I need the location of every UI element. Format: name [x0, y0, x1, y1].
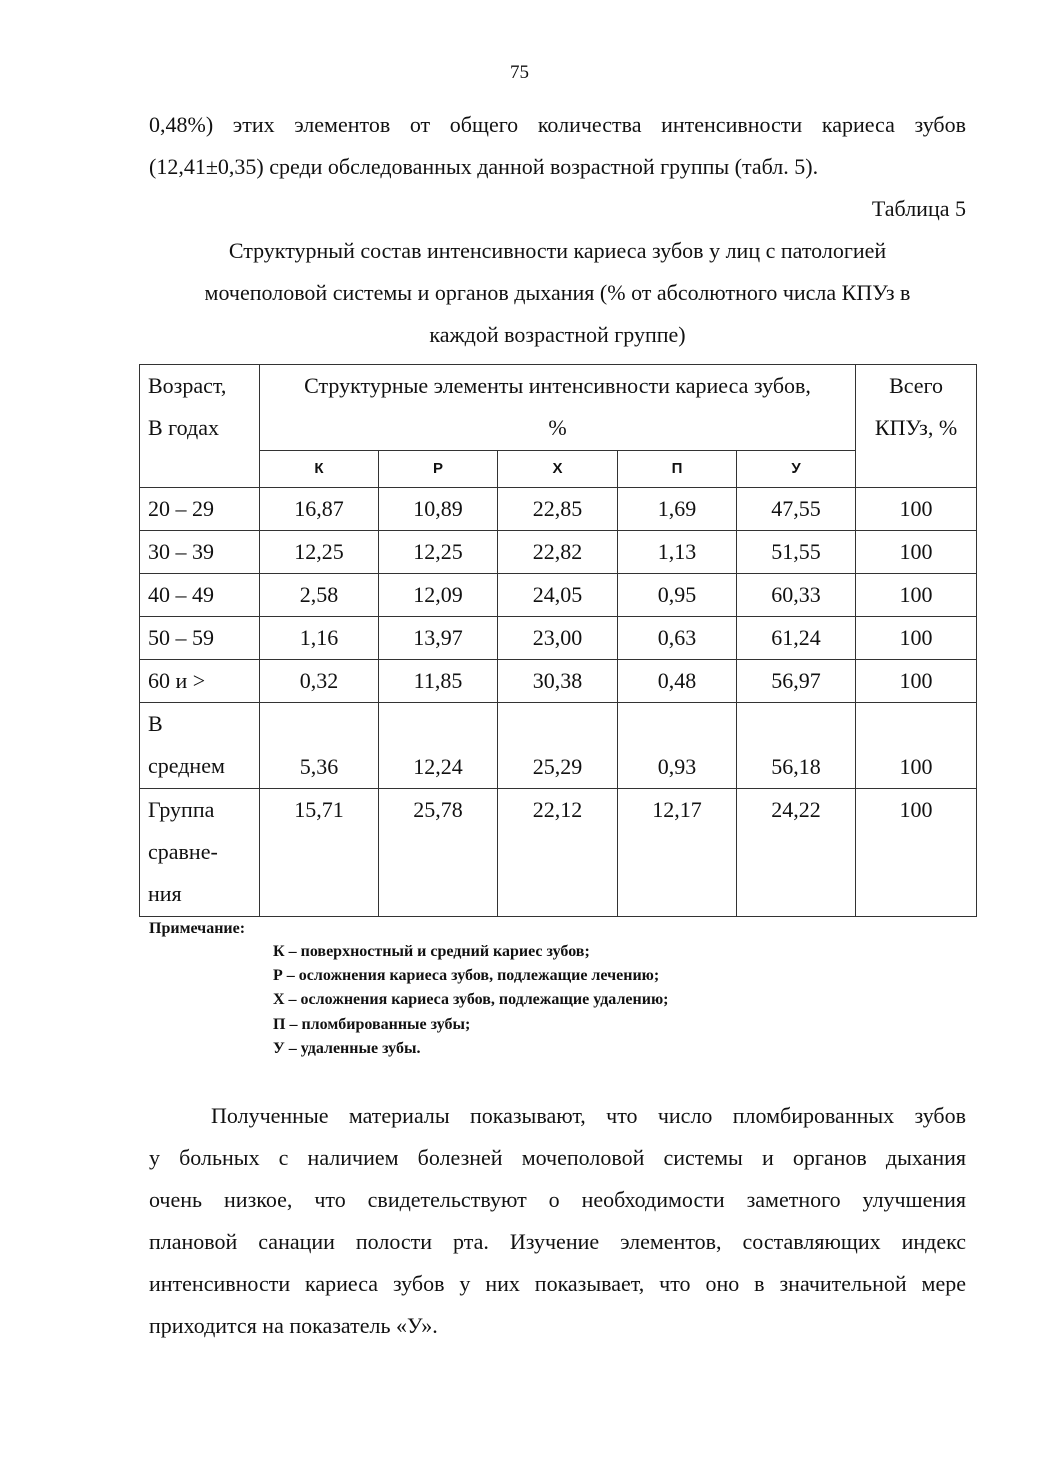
subheader-p: П	[618, 451, 737, 488]
value-cell: 25,78	[379, 789, 498, 917]
value-cell: 24,22	[737, 789, 856, 917]
elements-header-line-1: Структурные элементы интенсивности кариеса зубов,	[304, 373, 811, 398]
conclusion-line-5: интенсивности кариеса зубов у них показывает, что оно в значительной мере	[149, 1271, 966, 1296]
value-cell: 16,87	[260, 488, 379, 531]
table-header-row	[140, 365, 977, 451]
conclusion-line-3: очень низкое, что свидетельствуют о необходимости заметного улучшения	[149, 1187, 966, 1212]
conclusion-line-6: приходится на показатель «У».	[149, 1313, 438, 1338]
value-cell: 22,82	[498, 531, 618, 574]
subheader-kh: Х	[498, 451, 618, 488]
total-header-line-1: Всего	[889, 373, 944, 398]
value-cell: 47,55	[737, 488, 856, 531]
caries-structure-table	[139, 364, 977, 917]
age-header	[140, 365, 260, 488]
table-row	[140, 660, 977, 703]
age-cell: 40 – 49	[140, 574, 260, 617]
value-cell: 1,16	[260, 617, 379, 660]
age-header-line-2: В годах	[148, 415, 219, 440]
note-line-p: П – пломбированные зубы;	[273, 1016, 471, 1033]
value-cell: 0,63	[618, 617, 737, 660]
table-row-average	[140, 703, 977, 789]
value-cell: 61,24	[737, 617, 856, 660]
page-number: 75	[510, 62, 529, 83]
value-cell: 25,29	[498, 703, 618, 789]
value-cell: 12,17	[618, 789, 737, 917]
subheader-u: У	[737, 451, 856, 488]
elements-header	[260, 365, 856, 451]
table-subheader-row	[140, 451, 977, 488]
value-cell: 23,00	[498, 617, 618, 660]
value-cell: 60,33	[737, 574, 856, 617]
value-cell: 22,12	[498, 789, 618, 917]
table-row	[140, 617, 977, 660]
conclusion-line-1: Полученные материалы показывают, что число пломбированных зубов	[211, 1103, 966, 1128]
value-cell: 1,13	[618, 531, 737, 574]
table-row-comparison	[140, 789, 977, 917]
value-cell: 15,71	[260, 789, 379, 917]
value-cell: 2,58	[260, 574, 379, 617]
table-row	[140, 488, 977, 531]
average-label-line-2: среднем	[148, 753, 225, 778]
value-cell: 11,85	[379, 660, 498, 703]
total-cell: 100	[856, 488, 977, 531]
value-cell: 0,95	[618, 574, 737, 617]
note-line-kh: Х – осложнения кариеса зубов, подлежащие удалению;	[273, 991, 669, 1008]
table-row	[140, 531, 977, 574]
table-title-line-3: каждой возрастной группе)	[429, 322, 686, 347]
value-cell: 5,36	[260, 703, 379, 789]
age-cell: 20 – 29	[140, 488, 260, 531]
value-cell: 56,18	[737, 703, 856, 789]
age-header-line-1: Возраст,	[148, 373, 227, 398]
subheader-r: Р	[379, 451, 498, 488]
conclusion-paragraph	[149, 1095, 966, 1347]
value-cell: 56,97	[737, 660, 856, 703]
conclusion-line-2: у больных с наличием болезней мочеполовой системы и органов дыхания	[149, 1145, 966, 1170]
value-cell: 12,25	[379, 531, 498, 574]
value-cell: 12,25	[260, 531, 379, 574]
value-cell: 0,48	[618, 660, 737, 703]
value-cell: 1,69	[618, 488, 737, 531]
age-cell: 50 – 59	[140, 617, 260, 660]
conclusion-line-4: плановой санации полости рта. Изучение элементов, составляющих индекс	[149, 1229, 966, 1254]
average-label-line-1: В	[148, 711, 163, 736]
note-line-r: Р – осложнения кариеса зубов, подлежащие лечению;	[273, 967, 660, 984]
note-line-u: У – удаленные зубы.	[273, 1040, 421, 1057]
total-cell: 100	[856, 789, 977, 917]
intro-line-2: (12,41±0,35) среди обследованных данной возрастной группы (табл. 5).	[149, 154, 819, 179]
age-cell	[140, 789, 260, 917]
comparison-label-line-3: ния	[148, 881, 182, 906]
value-cell: 22,85	[498, 488, 618, 531]
age-cell: 60 и >	[140, 660, 260, 703]
comparison-label-line-1: Группа	[148, 797, 215, 822]
value-cell: 10,89	[379, 488, 498, 531]
comparison-label-line-2: сравне-	[148, 839, 218, 864]
value-cell: 12,24	[379, 703, 498, 789]
total-header-line-2: КПУз, %	[874, 415, 958, 440]
value-cell: 30,38	[498, 660, 618, 703]
value-cell: 12,09	[379, 574, 498, 617]
total-cell: 100	[856, 660, 977, 703]
table-row	[140, 574, 977, 617]
value-cell: 24,05	[498, 574, 618, 617]
subheader-k: К	[260, 451, 379, 488]
total-cell: 100	[856, 574, 977, 617]
value-cell: 0,32	[260, 660, 379, 703]
table-title-line-1: Структурный состав интенсивности кариеса зубов у лиц с патологией	[228, 238, 887, 263]
intro-line-1: 0,48%) этих элементов от общего количества интенсивности кариеса зубов	[149, 112, 966, 137]
value-cell: 0,93	[618, 703, 737, 789]
table-title-line-2: мочеполовой системы и органов дыхания (% от абсолютного числа КПУз в	[204, 280, 911, 305]
note-line-k: К – поверхностный и средний кариес зубов;	[273, 943, 590, 960]
total-cell: 100	[856, 531, 977, 574]
value-cell: 51,55	[737, 531, 856, 574]
age-cell: 30 – 39	[140, 531, 260, 574]
age-cell	[140, 703, 260, 789]
total-cell: 100	[856, 703, 977, 789]
total-header	[856, 365, 977, 488]
elements-header-line-2: %	[548, 415, 567, 440]
total-cell: 100	[856, 617, 977, 660]
value-cell: 13,97	[379, 617, 498, 660]
note-title: Примечание:	[149, 920, 246, 937]
table-label: Таблица 5	[871, 196, 966, 221]
